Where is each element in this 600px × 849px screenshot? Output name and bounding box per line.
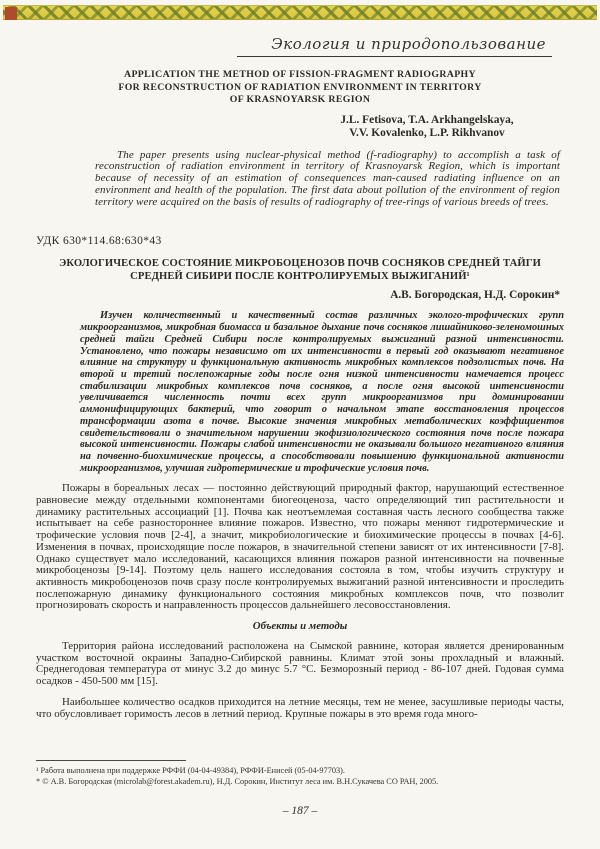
russian-title (0, 258, 600, 283)
english-title-line-2: FOR RECONSTRUCTION OF RADIATION ENVIRONMENT IN TERRITORY (118, 81, 482, 93)
russian-abstract: Изучен количественный и качественный состав различных эколого-трофических групп микроорганизмов, микробная биомасса и базальное дыхание почв сосняков лишайниково-зеленомошных средней тайги Средней Сибири после контролируемых выжиганий разной интенсивности. Установлено, что пожары независимо от их интенсивности в первый год оказывают негативное влияние на структуру и функциональную активность микробных комплексов подзолистых почв. На второй и третий послепожарные годы после огня низкой интенсивности намечается процесс стабилизации микробных комплексов почв сосняков, а после огня высокой интенсивности увеличивается численность почти всех групп микроорганизмов при доминировании аммонифицирующих бактерий, что говорит о начальном этапе восстановления процессов трансформации азота в почве. Высокие значения микробных метаболических коэффициентов свидетельствовали о значительном нарушении экофизиологического состояния почв после пожара высокой интенсивности. Пожары слабой интенсивности не оказывали большого негативного влияния на почвенно-биохимические процессы, а способствовали повышению функциональной активности микроорганизмов, улучшая гидротермические и трофические условия почв. (80, 310, 564, 474)
english-authors-line-2: V.V. Kovalenko, L.P. Rikhvanov (349, 127, 505, 139)
russian-title-line-1: ЭКОЛОГИЧЕСКОЕ СОСТОЯНИЕ МИКРОБОЦЕНОЗОВ ПОЧВ СОСНЯКОВ СРЕДНЕЙ ТАЙГИ (59, 258, 541, 270)
intro-paragraph: Пожары в бореальных лесах — постоянно действующий природный фактор, нарушающий естественное равновесие между отдельными компонентами биогеоценоза, часто определяющий тип растительности и динамику растительных ассоциаций [1]. Почва как неотъемлемая составная часть лесного сообщества также испытывает на себе разностороннее влияние пожаров. Известно, что пожары меняют гидротермические и трофические условия почв [2-4], а значит, микробиологические и биохимические процессы в почвах [4-6]. Изменения в почвах, происходящие после пожаров, в значительной степени зависят от их интенсивности [7-8]. Однако существует мало исследований, касающихся влияния пожаров разной интенсивности на почвенные микробоценозы [9-14]. Поэтому цель нашего исследования состояла в том, чтобы изучить структуру и активность микробоценозов почв сразу после контролируемых выжиганий разной интенсивности и проследить послепожарную динамику функционального состояния микробных комплексов почв, что позволит прогнозировать скорость и направленность процессов дальнейшего лесовосстановления. (36, 482, 564, 612)
journal-section-title: Экология и природопользование (237, 35, 552, 57)
methods-paragraph-2: Наибольшее количество осадков приходится на летние месяцы, тем не менее, засушливые периоды часты, что обусловливает горимость лесов в летний период. Крупные пожары в это время года много- (36, 695, 564, 720)
section-heading-objects-and-methods: Объекты и методы (252, 620, 348, 633)
footnote-funding: ¹ Работа выполнена при поддержке РФФИ (04-04-49384), РФФИ-Енисей (05-04-97703). (36, 766, 345, 775)
footnote-rule (36, 760, 186, 761)
english-title-line-3: OF KRASNOYARSK REGION (229, 94, 371, 105)
udk-number: УДК 630*114.68:630*43 (36, 235, 162, 248)
english-title-line-1: APPLICATION THE METHOD OF FISSION-FRAGMENT RADIOGRAPHY (124, 69, 476, 80)
methods-paragraph-1: Территория района исследований расположена на Сымской равнине, которая является дренированным участком восточной окраины Западно-Сибирской равнины. Климат этой зоны прохладный и влажный. Среднегодовая температура от минус 3.2 до минус 5.7 °С. Безморозный период - 86-107 дней. Годовая сумма осадков - 450-500 мм [15]. (36, 640, 564, 688)
russian-authors: А.В. Богородская, Н.Д. Сорокин* (390, 289, 560, 302)
footnotes-block (36, 760, 572, 787)
english-title (0, 69, 600, 107)
page-number: – 187 – (282, 805, 318, 817)
russian-title-line-2: СРЕДНЕЙ СИБИРИ ПОСЛЕ КОНТРОЛИРУЕМЫХ ВЫЖИГАНИЙ¹ (130, 270, 470, 282)
english-abstract: The paper presents using nuclear-physical method (f-radiography) to accomplish a task of reconstruction of radiation environment in territory of Krasnoyarsk Region, which is important because of necessity of an estimation of consequences man-caused radiating influence on an environment and health of the population. The first data about pollution of the environment of region territory were acquired on the basis of results of radiography of tree-rings of various breeds of trees. (95, 148, 560, 208)
footnote-copyright: * © А.В. Богородская (microlab@forest.akadem.ru), Н.Д. Сорокин, Институт леса им. В.Н.Сукачева СО РАН, 2005. (36, 777, 439, 786)
english-authors-line-1: J.L. Fetisova, T.A. Arkhangelskaya, (340, 113, 514, 126)
journal-header (0, 35, 552, 57)
decorative-top-border (3, 5, 597, 20)
english-authors (292, 114, 562, 141)
